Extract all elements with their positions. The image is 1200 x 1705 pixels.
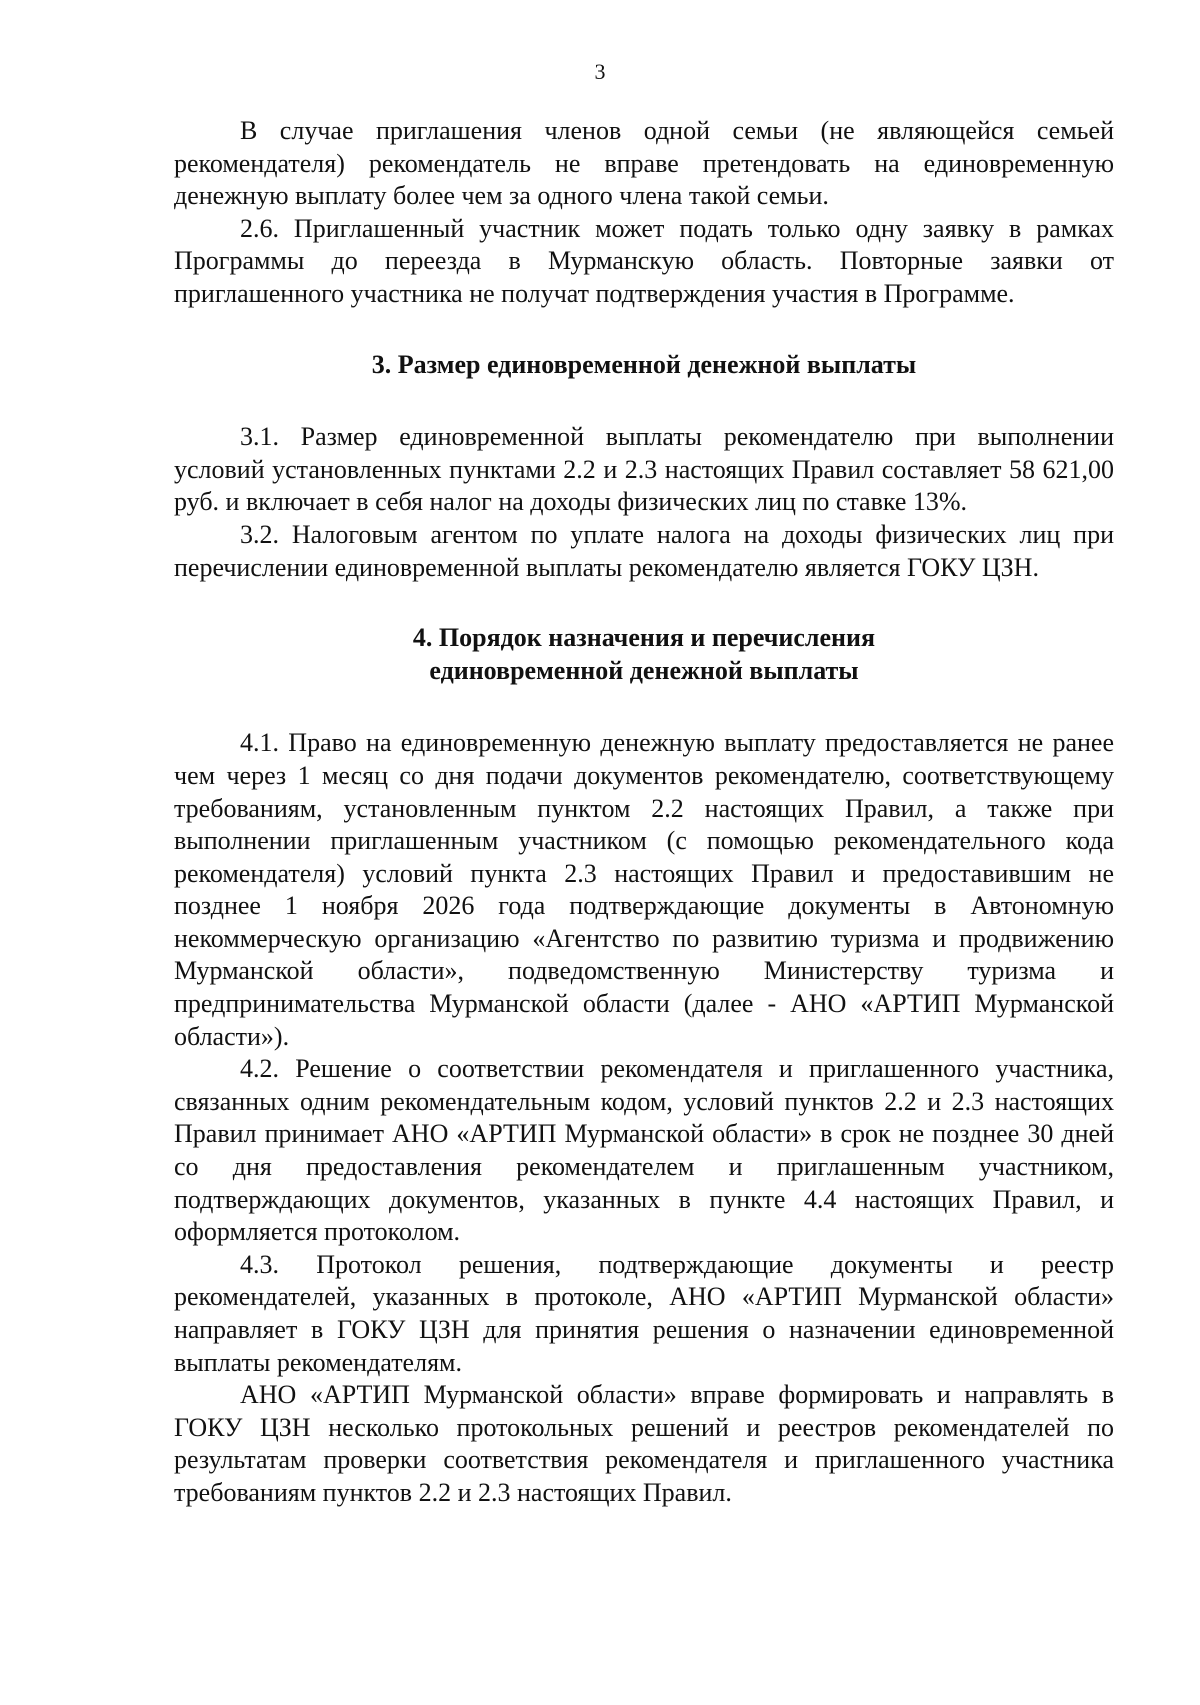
paragraph-family-invitation: В случае приглашения членов одной семьи (не являющейся семьей рекомендателя) рекомендатель не вправе претендовать на единовременную денежную выплату более чем за одного члена такой семьи. xyxy=(174,116,1114,211)
section-4-heading-line-1: 4. Порядок назначения и перечисления xyxy=(412,623,876,653)
paragraph-4-3-continuation: АНО «АРТИП Мурманской области» вправе формировать и направлять в ГОКУ ЦЗН несколько протокольных решений и реестров рекомендателей по результатам проверки соответствия рекомендателя и приглашенного участника требованиям пунктов 2.2 и 2.3 настоящих Правил. xyxy=(174,1380,1114,1507)
paragraph-4-2: 4.2. Решение о соответствии рекомендателя и приглашенного участника, связанных одним рекомендательным кодом, условий пунктов 2.2 и 2.3 настоящих Правил принимает АНО «АРТИП Мурманской области» в срок не позднее 30 дней со дня предоставления рекомендателем и приглашенным участником, подтверждающих документов, указанных в пункте 4.4 настоящих Правил, и оформляется протоколом. xyxy=(174,1054,1114,1247)
paragraph-3-1: 3.1. Размер единовременной выплаты рекомендателю при выполнении условий установленных пунктами 2.2 и 2.3 настоящих Правил составляет 58 621,00 руб. и включает в себя налог на доходы физических лиц по ставке 13%. xyxy=(174,422,1114,517)
paragraph-4-3: 4.3. Протокол решения, подтверждающие документы и реестр рекомендателей, указанных в протоколе, АНО «АРТИП Мурманской области» направляет в ГОКУ ЦЗН для принятия решения о назначении единовременной выплаты рекомендателям. xyxy=(174,1249,1114,1377)
paragraph-4-1: 4.1. Право на единовременную денежную выплату предоставляется не ранее чем через 1 месяц со дня подачи документов рекомендателю, соответствующему требованиям, установленным пунктом 2.2 настоящих Правил, а также при выполнении приглашенным участником (с помощью рекомендательного кода рекомендателя) условий пункта 2.3 настоящих Правил и предоставившим не позднее 1 ноября 2026 года подтверждающие документы в Автономную некоммерческую организацию «Агентство по развитию туризма и продвижению Мурманской области», подведомственную Министерству туризма и предпринимательства Мурманской области (далее - АНО «АРТИП Мурманской области»). xyxy=(174,728,1114,1051)
paragraph-2-6: 2.6. Приглашенный участник может подать только одну заявку в рамках Программы до переезда в Мурманскую область. Повторные заявки от приглашенного участника не получат подтверждения участия в Программе. xyxy=(174,213,1114,308)
section-4-heading xyxy=(174,622,1114,687)
section-4-heading-line-2: единовременной денежной выплаты xyxy=(429,655,859,685)
page-number: 3 xyxy=(594,59,606,84)
paragraph-3-2: 3.2. Налоговым агентом по уплате налога на доходы физических лиц при перечислении единовременной выплаты рекомендателю является ГОКУ ЦЗН. xyxy=(174,519,1114,582)
section-3-heading: 3. Размер единовременной денежной выплаты xyxy=(371,349,917,379)
document-body xyxy=(174,115,1114,1510)
